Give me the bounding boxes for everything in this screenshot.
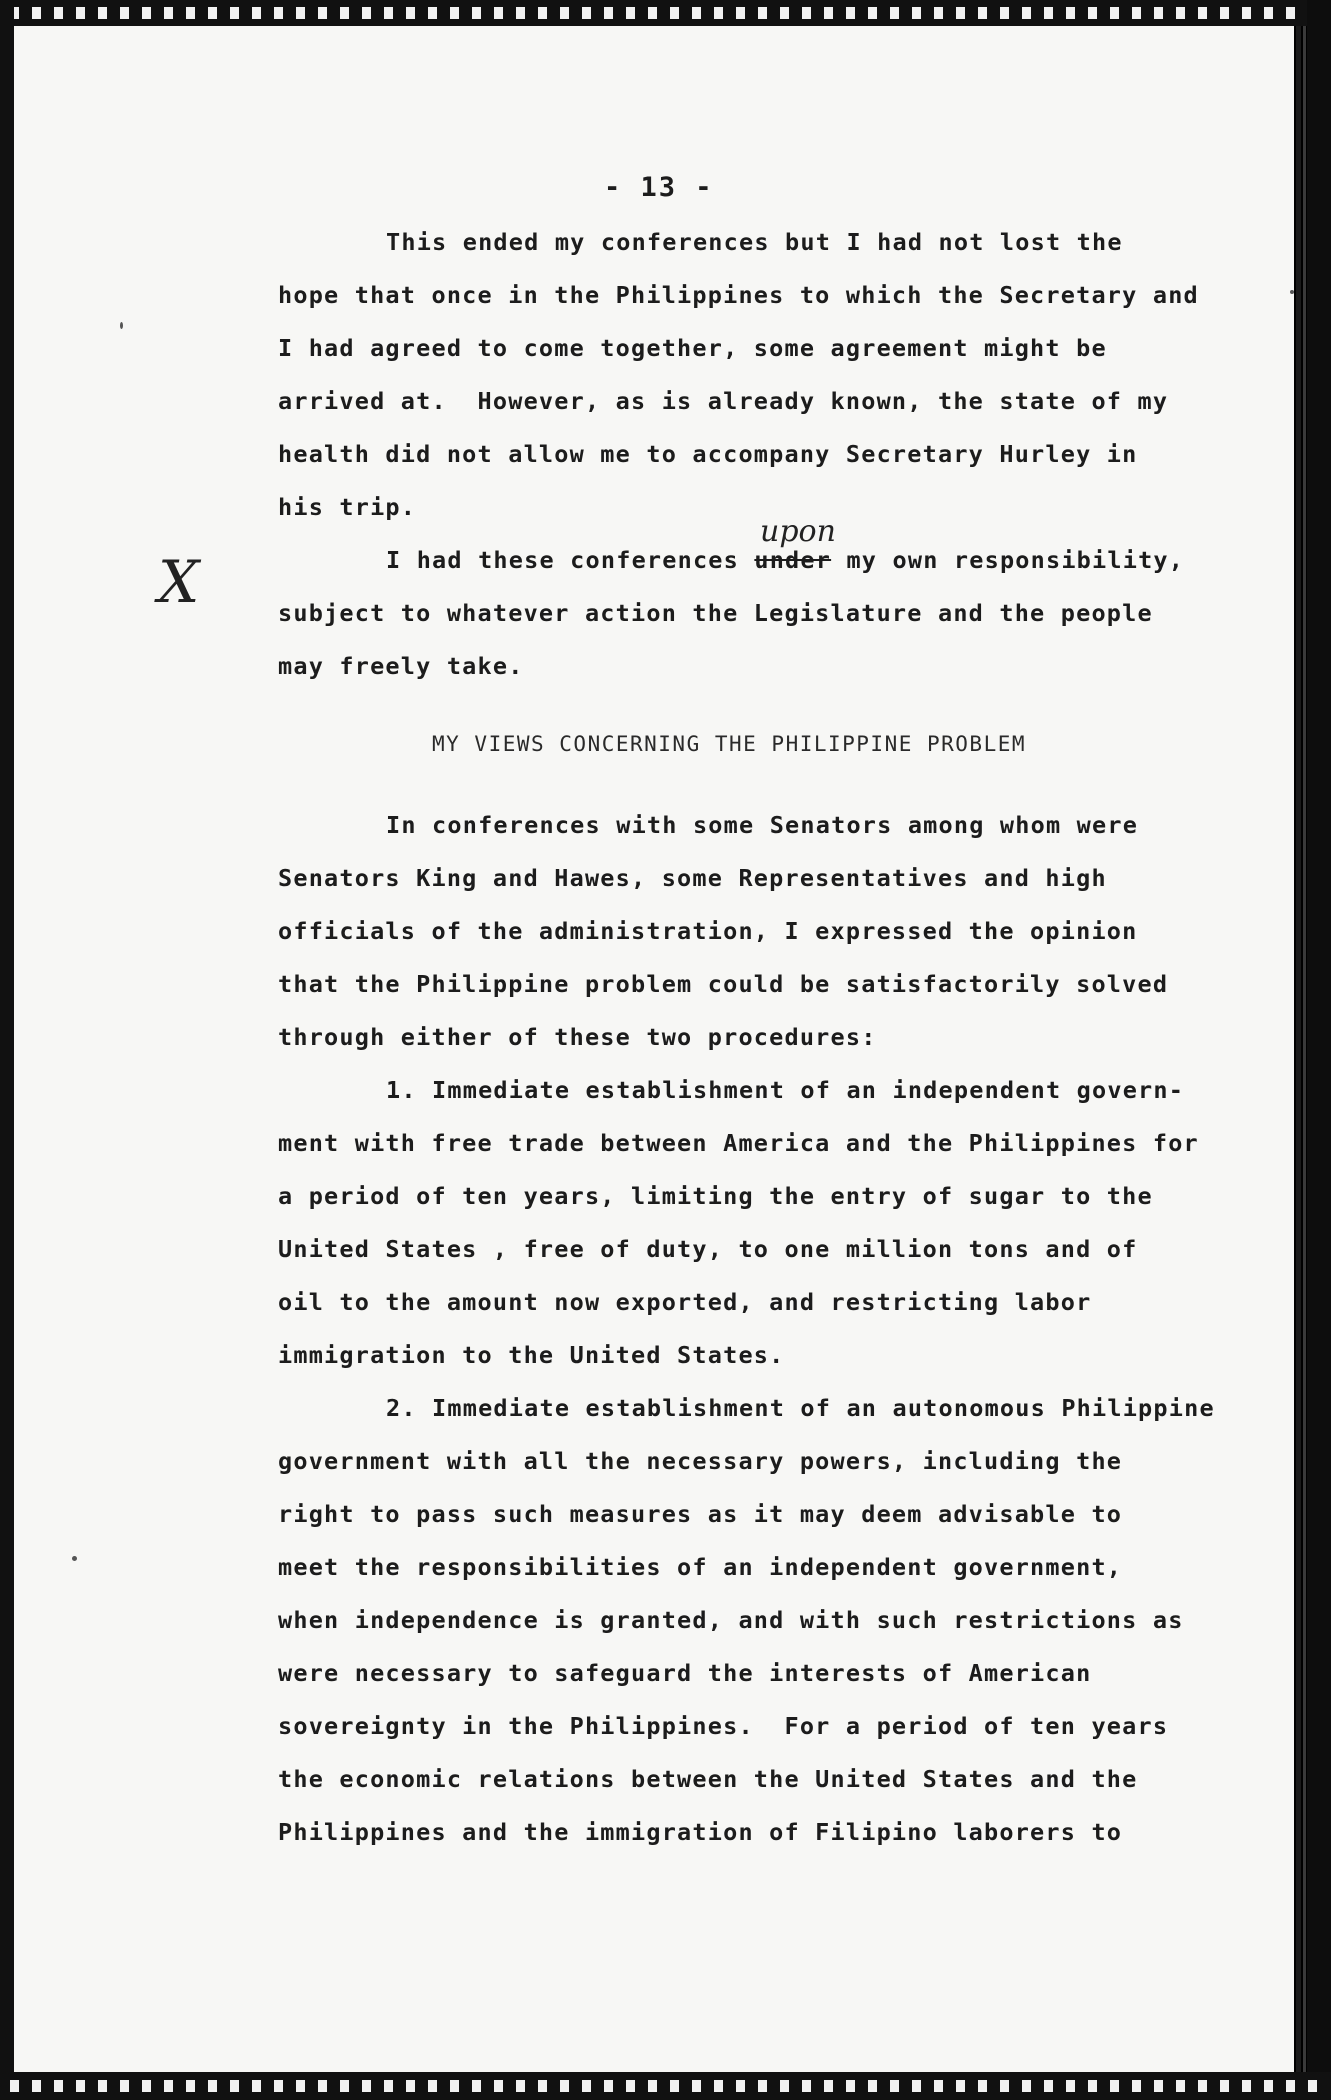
film-sprocket-hole <box>76 2080 85 2092</box>
paragraph-1-line: hope that once in the Philippines to which the Secretary and <box>278 281 1199 309</box>
film-sprocket-hole <box>296 7 305 19</box>
film-sprocket-hole <box>538 2080 547 2092</box>
film-sprocket-hole <box>1176 2080 1185 2092</box>
film-sprocket-hole <box>120 7 129 19</box>
film-sprocket-hole <box>164 7 173 19</box>
film-sprocket-hole <box>736 7 745 19</box>
film-sprocket-hole <box>1286 2080 1295 2092</box>
film-sprocket-hole <box>1220 7 1229 19</box>
page-number: - 13 - <box>604 172 714 203</box>
film-sprocket-hole <box>1110 7 1119 19</box>
film-sprocket-hole <box>604 7 613 19</box>
film-sprocket-hole <box>274 2080 283 2092</box>
page-edge <box>1296 26 1301 2072</box>
paragraph-1-line: This ended my conferences but I had not lost the <box>386 228 1123 256</box>
film-sprocket-hole <box>890 2080 899 2092</box>
item-2-line: were necessary to safeguard the interests of American <box>278 1659 1092 1687</box>
film-sprocket-hole <box>934 2080 943 2092</box>
film-frame-left <box>0 0 14 2100</box>
film-sprocket-hole <box>450 2080 459 2092</box>
film-sprocket-hole <box>10 2080 19 2092</box>
film-sprocket-hole <box>582 2080 591 2092</box>
item-2-line: government with all the necessary powers, including the <box>278 1447 1123 1475</box>
film-sprocket-hole <box>912 7 921 19</box>
film-sprocket-hole <box>1132 7 1141 19</box>
film-sprocket-hole <box>692 2080 701 2092</box>
film-frame-right <box>1307 0 1331 2100</box>
film-sprocket-hole <box>978 2080 987 2092</box>
item-2-line: 2. Immediate establishment of an autonomous Philippine <box>386 1394 1215 1422</box>
film-sprocket-hole <box>582 7 591 19</box>
item-2-line: right to pass such measures as it may deem advisable to <box>278 1500 1123 1528</box>
film-sprocket-hole <box>1022 2080 1031 2092</box>
film-sprocket-hole <box>186 7 195 19</box>
film-sprocket-hole <box>978 7 987 19</box>
paragraph-3-line: officials of the administration, I expressed the opinion <box>278 917 1138 945</box>
film-sprocket-hole <box>1264 7 1273 19</box>
film-sprocket-hole <box>252 7 261 19</box>
film-sprocket-hole <box>472 7 481 19</box>
film-sprocket-hole <box>1000 2080 1009 2092</box>
film-sprocket-hole <box>516 7 525 19</box>
film-sprocket-hole <box>890 7 899 19</box>
film-sprocket-hole <box>230 2080 239 2092</box>
film-sprocket-hole <box>340 2080 349 2092</box>
paragraph-2-line: may freely take. <box>278 652 524 680</box>
film-sprocket-hole <box>538 7 547 19</box>
margin-x-mark: X <box>158 548 200 616</box>
film-sprocket-hole <box>406 2080 415 2092</box>
film-sprocket-hole <box>318 2080 327 2092</box>
paragraph-3-line: Senators King and Hawes, some Representatives and high <box>278 864 1107 892</box>
film-sprocket-hole <box>626 2080 635 2092</box>
paragraph-3-line: that the Philippine problem could be satisfactorily solved <box>278 970 1169 998</box>
item-1-line: ment with free trade between America and the Philippines for <box>278 1129 1199 1157</box>
scan-speck <box>1290 290 1294 294</box>
film-frame-top <box>0 0 1331 26</box>
film-sprocket-hole <box>604 2080 613 2092</box>
struck-word: under <box>754 546 832 574</box>
film-sprocket-hole <box>1220 2080 1229 2092</box>
film-sprocket-hole <box>494 2080 503 2092</box>
film-sprocket-hole <box>76 7 85 19</box>
film-sprocket-hole <box>1154 2080 1163 2092</box>
film-sprocket-hole <box>912 2080 921 2092</box>
film-sprocket-hole <box>32 7 41 19</box>
paragraph-3-line: In conferences with some Senators among whom were <box>386 811 1139 839</box>
paragraph-1-line: I had agreed to come together, some agreement might be <box>278 334 1107 362</box>
film-sprocket-hole <box>362 7 371 19</box>
film-sprocket-hole <box>494 7 503 19</box>
film-sprocket-hole <box>1044 7 1053 19</box>
paragraph-1-line: arrived at. However, as is already known, the state of my <box>278 387 1169 415</box>
film-sprocket-hole <box>648 2080 657 2092</box>
film-sprocket-hole <box>868 7 877 19</box>
film-sprocket-hole <box>1242 7 1251 19</box>
item-1-line: 1. Immediate establishment of an independent govern- <box>386 1076 1185 1104</box>
film-sprocket-hole <box>758 7 767 19</box>
film-sprocket-hole <box>692 7 701 19</box>
film-sprocket-hole <box>670 2080 679 2092</box>
film-sprocket-hole <box>1044 2080 1053 2092</box>
film-sprocket-hole <box>472 2080 481 2092</box>
item-2-line: meet the responsibilities of an independent government, <box>278 1553 1123 1581</box>
film-sprocket-hole <box>230 7 239 19</box>
scan-speck <box>120 322 123 329</box>
film-sprocket-hole <box>208 7 217 19</box>
film-sprocket-hole <box>1066 2080 1075 2092</box>
film-sprocket-hole <box>1242 2080 1251 2092</box>
film-sprocket-hole <box>1132 2080 1141 2092</box>
handwritten-insertion: upon <box>760 514 836 549</box>
item-2-line: sovereignty in the Philippines. For a period of ten years <box>278 1712 1169 1740</box>
film-sprocket-hole <box>208 2080 217 2092</box>
film-sprocket-hole <box>274 7 283 19</box>
film-sprocket-hole <box>824 7 833 19</box>
film-sprocket-hole <box>560 7 569 19</box>
film-sprocket-hole <box>252 2080 261 2092</box>
film-sprocket-hole <box>1198 2080 1207 2092</box>
film-sprocket-hole <box>186 2080 195 2092</box>
film-sprocket-hole <box>560 2080 569 2092</box>
film-sprocket-hole <box>428 7 437 19</box>
film-sprocket-hole <box>1066 7 1075 19</box>
item-1-line: United States , free of duty, to one million tons and of <box>278 1235 1138 1263</box>
paragraph-2-line: subject to whatever action the Legislature and the people <box>278 599 1153 627</box>
film-sprocket-hole <box>956 2080 965 2092</box>
film-sprocket-hole <box>802 2080 811 2092</box>
film-sprocket-hole <box>1176 7 1185 19</box>
film-sprocket-hole <box>736 2080 745 2092</box>
film-sprocket-hole <box>384 2080 393 2092</box>
scan-speck <box>72 1556 77 1561</box>
film-sprocket-hole <box>340 7 349 19</box>
paragraph-2-text-start: I had these conferences <box>386 546 755 574</box>
film-sprocket-hole <box>648 7 657 19</box>
paragraph-1-line: his trip. <box>278 493 417 521</box>
film-frame-bottom <box>0 2072 1331 2100</box>
paragraph-3-line: through either of these two procedures: <box>278 1023 877 1051</box>
film-sprocket-hole <box>54 2080 63 2092</box>
film-sprocket-hole <box>1088 7 1097 19</box>
film-sprocket-hole <box>714 7 723 19</box>
film-sprocket-hole <box>780 2080 789 2092</box>
film-sprocket-hole <box>384 7 393 19</box>
film-sprocket-hole <box>516 2080 525 2092</box>
film-sprocket-hole <box>318 7 327 19</box>
film-sprocket-hole <box>142 7 151 19</box>
page-edge-shadow <box>1303 26 1306 2072</box>
film-sprocket-hole <box>934 7 943 19</box>
film-sprocket-hole <box>98 2080 107 2092</box>
film-sprocket-hole <box>868 2080 877 2092</box>
item-1-line: a period of ten years, limiting the entry of sugar to the <box>278 1182 1153 1210</box>
film-sprocket-hole <box>758 2080 767 2092</box>
film-sprocket-hole <box>1154 7 1163 19</box>
film-sprocket-hole <box>406 7 415 19</box>
paragraph-1-line: health did not allow me to accompany Secretary Hurley in <box>278 440 1138 468</box>
film-sprocket-hole <box>780 7 789 19</box>
film-sprocket-hole <box>120 2080 129 2092</box>
film-sprocket-hole <box>1308 2080 1317 2092</box>
item-2-line: the economic relations between the United States and the <box>278 1765 1138 1793</box>
film-sprocket-hole <box>1286 7 1295 19</box>
film-sprocket-hole <box>846 7 855 19</box>
film-sprocket-hole <box>1022 7 1031 19</box>
film-sprocket-hole <box>1264 2080 1273 2092</box>
film-sprocket-hole <box>164 2080 173 2092</box>
film-sprocket-hole <box>1110 2080 1119 2092</box>
film-sprocket-hole <box>296 2080 305 2092</box>
film-sprocket-hole <box>714 2080 723 2092</box>
film-sprocket-hole <box>670 7 679 19</box>
film-sprocket-hole <box>362 2080 371 2092</box>
film-sprocket-hole <box>846 2080 855 2092</box>
item-1-line: oil to the amount now exported, and restricting labor <box>278 1288 1092 1316</box>
item-1-line: immigration to the United States. <box>278 1341 785 1369</box>
film-sprocket-hole <box>626 7 635 19</box>
item-2-line: when independence is granted, and with such restrictions as <box>278 1606 1184 1634</box>
film-sprocket-hole <box>802 7 811 19</box>
film-sprocket-hole <box>450 7 459 19</box>
film-sprocket-hole <box>32 2080 41 2092</box>
paragraph-2-first-line <box>386 546 1184 574</box>
paragraph-2-text-rest: my own responsibility, <box>831 546 1185 574</box>
item-2-line: Philippines and the immigration of Filipino laborers to <box>278 1818 1123 1846</box>
film-sprocket-hole <box>956 7 965 19</box>
film-sprocket-hole <box>1000 7 1009 19</box>
film-sprocket-hole <box>1198 7 1207 19</box>
film-sprocket-hole <box>1088 2080 1097 2092</box>
film-sprocket-hole <box>428 2080 437 2092</box>
section-heading: MY VIEWS CONCERNING THE PHILIPPINE PROBLEM <box>432 732 1027 756</box>
film-sprocket-hole <box>98 7 107 19</box>
film-sprocket-hole <box>824 2080 833 2092</box>
film-sprocket-hole <box>54 7 63 19</box>
film-sprocket-hole <box>142 2080 151 2092</box>
